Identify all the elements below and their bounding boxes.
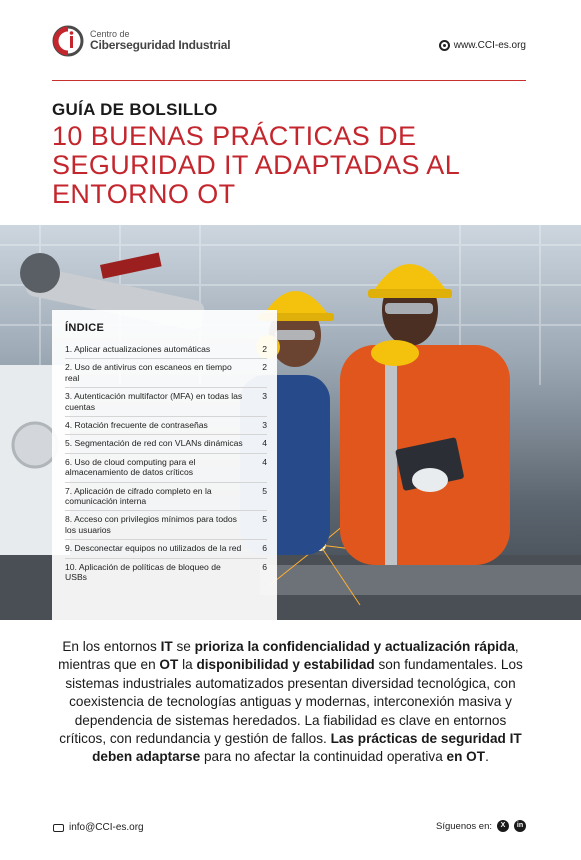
index-item-page: 4 xyxy=(262,438,267,449)
x-twitter-icon[interactable]: X xyxy=(497,820,509,832)
index-item-label: 9. Desconectar equipos no utilizados de la red xyxy=(65,543,242,554)
para-text: En los entornos xyxy=(62,639,161,654)
index-item-label: 1. Aplicar actualizaciones automáticas xyxy=(65,344,211,354)
header-divider xyxy=(52,80,526,81)
index-item-label: 7. Aplicación de cifrado completo en la comunicación interna xyxy=(65,485,212,507)
para-text: para no afectar la continuidad operativa xyxy=(200,749,447,765)
website-text: www.CCI-es.org xyxy=(453,40,526,51)
index-item-9[interactable] xyxy=(65,540,267,558)
index-item-3[interactable] xyxy=(65,388,267,417)
page-title: 10 BUENAS PRÁCTICAS DE SEGURIDAD IT ADAPTADAS AL ENTORNO OT xyxy=(52,121,460,209)
cci-logo xyxy=(52,25,230,57)
para-bold: Las prácticas de seguridad IT deben adaptarse xyxy=(92,731,522,765)
index-item-page: 5 xyxy=(262,485,267,496)
index-item-6[interactable] xyxy=(65,454,267,483)
index-title: ÍNDICE xyxy=(65,322,105,334)
index-item-7[interactable] xyxy=(65,483,267,512)
mail-icon xyxy=(53,824,64,832)
index-item-label: 6. Uso de cloud computing para el almacenamiento de datos críticos xyxy=(65,456,196,478)
index-item-2[interactable] xyxy=(65,359,267,388)
para-text: se xyxy=(172,639,195,654)
index-item-label: 8. Acceso con privilegios mínimos para todos los usuarios xyxy=(65,514,237,535)
intro-paragraph xyxy=(50,638,531,767)
para-text: la xyxy=(178,657,197,673)
table-of-contents xyxy=(52,310,277,620)
para-text: . xyxy=(485,749,489,765)
para-bold: disponibilidad y estabilidad xyxy=(196,657,375,673)
index-item-page: 6 xyxy=(262,561,267,572)
index-item-page: 4 xyxy=(262,456,267,467)
email-text: info@CCI-es.org xyxy=(69,822,144,833)
guide-kicker: GUÍA DE BOLSILLO xyxy=(52,100,218,119)
index-item-page: 3 xyxy=(262,391,267,402)
index-item-label: 10. Aplicación de políticas de bloqueo de USBs xyxy=(65,561,221,583)
para-bold: OT xyxy=(159,657,179,673)
index-item-5[interactable] xyxy=(65,435,267,453)
para-text: , mientras que en xyxy=(58,639,519,673)
index-item-label: 2. Uso de antivirus con escaneos en tiempo real xyxy=(65,362,232,383)
website-link[interactable] xyxy=(439,40,526,51)
para-bold: prioriza la confidencialidad y actualización rápida xyxy=(194,639,515,654)
logo-subtitle: Centro de xyxy=(90,28,130,39)
index-item-1[interactable] xyxy=(65,341,267,359)
logo-title: Ciberseguridad Industrial xyxy=(90,38,231,53)
index-item-10[interactable] xyxy=(65,559,267,587)
email-link[interactable] xyxy=(53,822,144,833)
linkedin-icon[interactable]: in xyxy=(514,820,526,832)
index-item-page: 2 xyxy=(262,362,267,373)
index-item-8[interactable] xyxy=(65,511,267,540)
para-bold: IT xyxy=(160,639,173,654)
web-icon xyxy=(439,40,450,51)
para-bold: en OT xyxy=(446,749,486,765)
index-item-page: 2 xyxy=(262,344,267,354)
index-item-label: 3. Autenticación multifactor (MFA) en todas las cuentas xyxy=(65,391,243,412)
index-item-4[interactable] xyxy=(65,417,267,435)
index-item-label: 4. Rotación frecuente de contraseñas xyxy=(65,420,208,431)
index-item-label: 5. Segmentación de red con VLANs dinámicas xyxy=(65,438,243,449)
index-item-page: 3 xyxy=(262,420,267,431)
index-item-page: 5 xyxy=(262,514,267,525)
para-text: son fundamentales. Los sistemas industriales automatizados presentan diversidad tecnológica, con coexistencia de tecnologías antiguas y modernas, interconexión masiva y dependencia de sistemas heredados. La fiabilidad es clave en entornos críticos, con redundancia y gestión de fallos. xyxy=(59,657,523,747)
social-links xyxy=(436,820,526,832)
follow-label: Síguenos en: xyxy=(436,820,492,832)
index-item-page: 6 xyxy=(262,543,267,554)
cci-logo-mark-icon xyxy=(52,25,84,57)
